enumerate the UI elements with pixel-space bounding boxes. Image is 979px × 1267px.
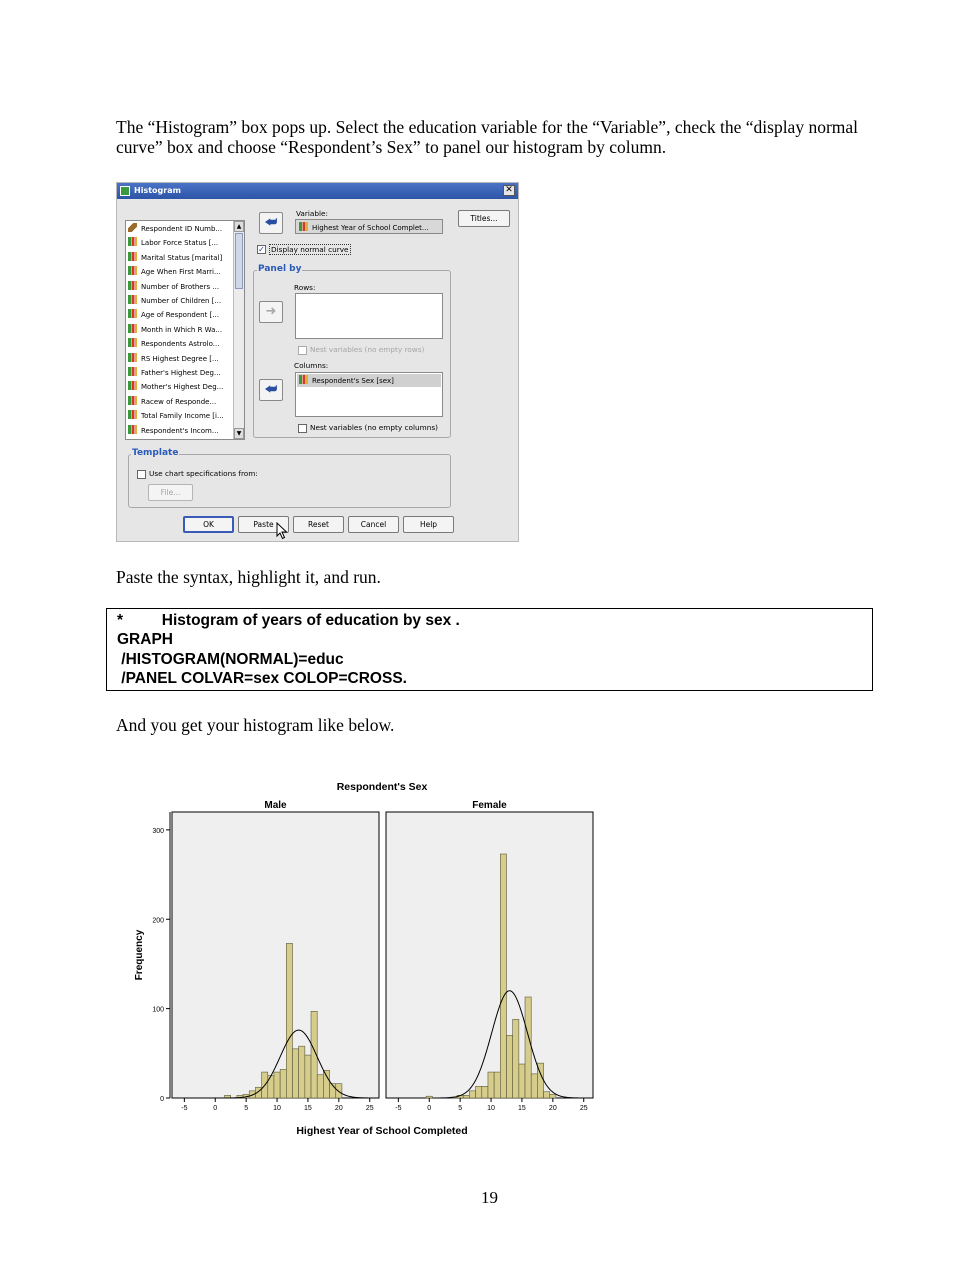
x-tick-label: 5	[458, 1105, 463, 1112]
normal-curve	[225, 1030, 373, 1098]
x-axis-label: Highest Year of School Completed	[296, 1125, 468, 1137]
file-button[interactable]: File...	[148, 484, 193, 501]
histogram-dialog	[116, 182, 519, 542]
bar-chart-icon	[128, 309, 137, 318]
scroll-down-icon[interactable]: ▼	[234, 428, 244, 439]
titles-button[interactable]: Titles...	[458, 210, 510, 227]
scroll-thumb[interactable]	[235, 233, 243, 289]
histogram-bar	[274, 1072, 280, 1098]
variable-list-item[interactable]	[128, 396, 216, 409]
bar-chart-icon	[128, 425, 137, 434]
histogram-bar	[494, 1072, 500, 1098]
display-normal-curve-label[interactable]: Display normal curve	[271, 245, 349, 254]
variable-list-item[interactable]	[128, 353, 219, 366]
syntax-line: /PANEL COLVAR=sex COLOP=CROSS.	[117, 670, 407, 687]
paste-paragraph: Paste the syntax, highlight it, and run.	[116, 567, 381, 587]
use-chart-spec-label: Use chart specifications from:	[149, 469, 258, 478]
variable-list-item-label: Respondent's Incom...	[141, 426, 219, 435]
variable-list-item-label: Age of Respondent [...	[141, 311, 219, 320]
histogram-bar	[268, 1076, 274, 1098]
rows-field[interactable]	[295, 293, 443, 339]
bar-chart-icon	[128, 281, 137, 290]
variable-list-scrollbar[interactable]	[233, 221, 244, 439]
histogram-bar	[519, 1064, 525, 1098]
histogram-bar	[457, 1095, 463, 1098]
help-button[interactable]: Help	[403, 516, 454, 533]
x-tick-label: -5	[181, 1105, 188, 1112]
panel-by-label: Panel by	[258, 264, 302, 274]
cancel-button[interactable]: Cancel	[348, 516, 399, 533]
bar-chart-icon	[128, 237, 137, 246]
variable-list-item[interactable]	[128, 324, 222, 337]
y-tick-label: 300	[152, 827, 164, 835]
bar-chart-icon	[128, 266, 137, 275]
y-tick-label: 0	[160, 1096, 164, 1103]
histogram-bar	[280, 1069, 286, 1098]
variable-list-item-label: Mother's Highest Deg...	[141, 383, 224, 392]
variable-list-item[interactable]	[128, 281, 219, 294]
page-number: 19	[481, 1188, 498, 1207]
x-tick-label: 10	[487, 1105, 495, 1112]
template-label: Template	[132, 448, 179, 458]
close-icon[interactable]: ✕	[503, 185, 515, 196]
bar-chart-icon	[128, 295, 137, 304]
histogram-bar	[249, 1091, 255, 1098]
histogram-bar	[463, 1095, 469, 1098]
variable-list-item-label: Labor Force Status [...	[141, 239, 219, 248]
variable-list-item-label: Racew of Responde...	[141, 397, 217, 406]
histogram-bar	[317, 1075, 323, 1098]
syntax-box	[106, 608, 873, 691]
variable-list-item[interactable]	[128, 381, 223, 394]
variable-list-item[interactable]	[128, 425, 219, 438]
variable-list-item-label: Month in Which R Wa...	[141, 325, 223, 334]
variable-list-item-label: Respondent ID Numb...	[141, 225, 223, 233]
bar-chart-icon	[128, 353, 137, 362]
move-to-rows-button[interactable]: ➜	[259, 301, 283, 323]
bar-chart-icon	[128, 324, 137, 333]
app-icon	[120, 186, 130, 196]
reset-button[interactable]: Reset	[293, 516, 344, 533]
bar-chart-icon	[299, 222, 308, 231]
dialog-titlebar	[117, 183, 518, 199]
histogram-bar	[426, 1096, 432, 1098]
bar-chart-icon	[299, 375, 308, 384]
histogram-bar	[305, 1055, 311, 1098]
variable-label: Variable:	[296, 209, 329, 218]
plot-panel	[386, 812, 593, 1098]
nest-columns-checkbox[interactable]	[298, 424, 307, 433]
plot-panel	[172, 812, 379, 1098]
x-tick-label: -5	[395, 1105, 402, 1112]
normal-curve	[438, 991, 581, 1098]
variable-list-item[interactable]	[128, 237, 218, 250]
variable-list-item[interactable]	[128, 266, 221, 279]
syntax-line: /HISTOGRAM(NORMAL)=educ	[117, 651, 344, 668]
bar-chart-icon	[128, 396, 137, 405]
panel-label: Female	[472, 800, 507, 811]
histogram-bar	[262, 1072, 268, 1098]
histogram-bar	[311, 1011, 317, 1098]
histogram-bar	[506, 1035, 512, 1098]
chart-title: Respondent's Sex	[336, 781, 428, 793]
result-paragraph: And you get your histogram like below.	[116, 715, 395, 735]
histogram-bar	[525, 997, 531, 1098]
x-tick-label: 25	[579, 1105, 588, 1112]
histogram-bar	[299, 1046, 305, 1098]
paste-button[interactable]: Paste	[238, 516, 289, 533]
display-normal-curve-checkbox[interactable]: ✓	[258, 245, 265, 254]
bar-chart-icon	[128, 410, 137, 419]
x-tick-label: 15	[304, 1105, 312, 1112]
histogram-bar	[550, 1094, 556, 1098]
x-tick-label: 10	[273, 1105, 281, 1112]
nest-rows-label: Nest variables (no empty rows)	[310, 345, 425, 354]
x-tick-label: 0	[213, 1105, 218, 1112]
histogram-bar	[476, 1086, 482, 1098]
variable-list-item-label: Marital Status [marital]	[141, 253, 223, 262]
variable-list-item[interactable]	[128, 309, 219, 322]
histogram-bar	[488, 1072, 494, 1098]
ok-button[interactable]: OK	[183, 516, 234, 533]
intro-paragraph: The “Histogram” box pops up. Select the education variable for the “Variable”, check the “display normal curve” box and choose “Respondent’s Sex” to panel our histogram by column.	[116, 117, 859, 157]
move-to-columns-button[interactable]: ⮨	[259, 379, 283, 401]
histogram-bar	[469, 1091, 475, 1098]
mouse-cursor-icon	[276, 522, 288, 540]
variable-list-item[interactable]	[128, 338, 219, 351]
y-tick-label: 100	[152, 1006, 164, 1014]
histogram-bar	[531, 1074, 537, 1098]
nest-columns-label: Nest variables (no empty columns)	[310, 423, 438, 432]
dialog-title: Histogram	[134, 186, 181, 195]
histogram-bar	[537, 1063, 543, 1098]
histogram-bar	[482, 1086, 488, 1098]
variable-list-item-label: Age When First Marri...	[141, 268, 221, 277]
histogram-bar	[225, 1095, 231, 1098]
variable-list-item-label: Respondents Astrolo...	[141, 340, 220, 349]
x-tick-label: 15	[518, 1105, 526, 1112]
variable-field[interactable]	[295, 219, 443, 234]
use-chart-spec-checkbox[interactable]	[137, 470, 146, 479]
histogram-bar	[336, 1084, 342, 1098]
x-tick-label: 20	[548, 1105, 557, 1112]
syntax-line: GRAPH	[117, 631, 173, 648]
bar-chart-icon	[128, 338, 137, 347]
bar-chart-icon	[128, 381, 137, 390]
histogram-bar	[255, 1087, 261, 1098]
y-axis-label: Frequency	[134, 929, 145, 981]
x-tick-label: 0	[427, 1105, 432, 1112]
histogram-bar	[292, 1049, 298, 1098]
x-tick-label: 25	[365, 1105, 374, 1112]
histogram-bar	[237, 1095, 243, 1098]
variable-list-item[interactable]	[128, 223, 222, 236]
variable-list-item-label: Number of Brothers ...	[141, 282, 220, 291]
nest-rows-checkbox[interactable]	[298, 346, 307, 355]
histogram-bar	[330, 1084, 336, 1098]
variable-list-item-label: Number of Children [...	[141, 297, 222, 305]
bar-chart-icon	[128, 252, 137, 261]
histogram-bar	[323, 1070, 329, 1098]
x-tick-label: 20	[334, 1105, 343, 1112]
syntax-line: * Histogram of years of education by sex .	[117, 612, 460, 629]
variable-list-item-label: RS Highest Degree [...	[141, 354, 219, 363]
columns-label: Columns:	[294, 361, 329, 370]
histogram-bar	[286, 943, 292, 1098]
histogram-bar	[500, 854, 506, 1098]
histogram-bar	[513, 1019, 519, 1098]
variable-list-item[interactable]	[128, 295, 221, 308]
panel-label: Male	[264, 800, 287, 811]
scroll-up-icon[interactable]: ▲	[234, 221, 244, 232]
columns-field-value: Respondent's Sex [sex]	[312, 377, 394, 385]
variable-field-value: Highest Year of School Complet...	[312, 224, 429, 232]
variable-list-item[interactable]	[128, 410, 224, 423]
bar-chart-icon	[128, 367, 137, 376]
x-tick-label: 5	[244, 1105, 249, 1112]
histogram-bar	[544, 1092, 550, 1098]
y-tick-label: 200	[152, 917, 164, 925]
variable-list-item[interactable]	[128, 252, 222, 265]
variable-list-item[interactable]	[128, 367, 221, 380]
histogram-bar	[451, 1097, 457, 1098]
move-to-variable-button[interactable]: ⮨	[259, 212, 283, 234]
variable-source-list[interactable]	[125, 220, 245, 440]
variable-list-item-label: Total Family Income [i...	[141, 412, 224, 421]
ruler-icon	[128, 223, 137, 232]
histogram-bar	[243, 1094, 249, 1098]
rows-label: Rows:	[294, 283, 316, 292]
variable-list-item-label: Father's Highest Deg...	[141, 369, 221, 377]
columns-field[interactable]	[295, 372, 443, 417]
